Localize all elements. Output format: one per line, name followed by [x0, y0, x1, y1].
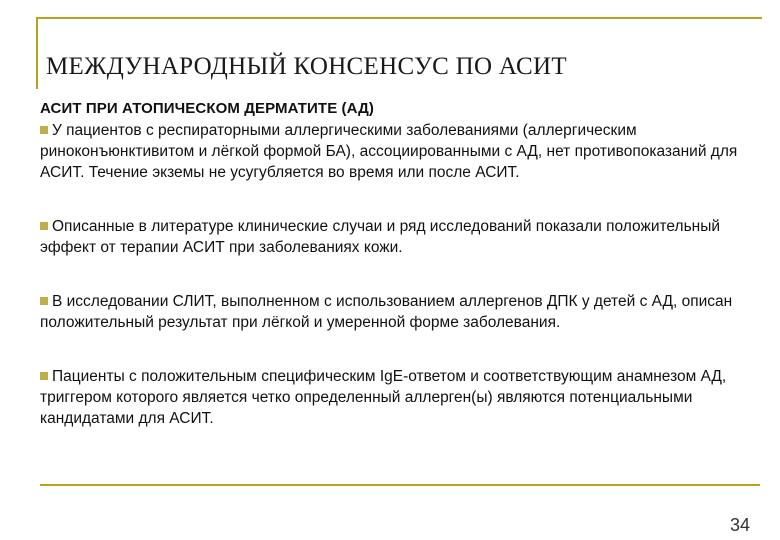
slide-title: МЕЖДУНАРОДНЫЙ КОНСЕНСУС ПО АСИТ — [46, 53, 567, 80]
bullet-item — [40, 216, 752, 258]
bullet-item — [40, 120, 752, 183]
bullet-text: У пациентов с респираторными аллергическими заболеваниями (аллергическим риноконъюнктивитом и лёгкой формой БА), ассоциированными с АД, нет противопоказаний для АСИТ. Течение экземы не усугубляется во время или после АСИТ. — [40, 122, 738, 181]
frame-left-rule — [36, 17, 38, 89]
page-number: 34 — [729, 515, 750, 535]
bullet-text: Описанные в литературе клинические случаи и ряд исследований показали положительный эффект от терапии АСИТ при заболеваниях кожи. — [40, 218, 720, 256]
bullet-item — [40, 366, 752, 429]
footer-rule — [40, 484, 760, 486]
bullet-text: Пациенты с положительным специфическим IgE-ответом и соответствующим анамнезом АД, триггером которого является четко определенный аллерген(ы) являются потенциальными кандидатами для АСИТ. — [40, 368, 727, 427]
square-bullet-icon — [40, 222, 48, 230]
square-bullet-icon — [40, 126, 48, 134]
square-bullet-icon — [40, 297, 48, 305]
slide-content — [40, 99, 752, 429]
section-subtitle: АСИТ ПРИ АТОПИЧЕСКОМ ДЕРМАТИТЕ (АД) — [40, 100, 375, 117]
bullet-text: В исследовании СЛИТ, выполненном с использованием аллергенов ДПК у детей с АД, описан положительный результат при лёгкой и умеренной форме заболевания. — [40, 293, 733, 331]
square-bullet-icon — [40, 372, 48, 380]
frame-top-rule — [36, 17, 762, 19]
bullet-item — [40, 291, 752, 333]
